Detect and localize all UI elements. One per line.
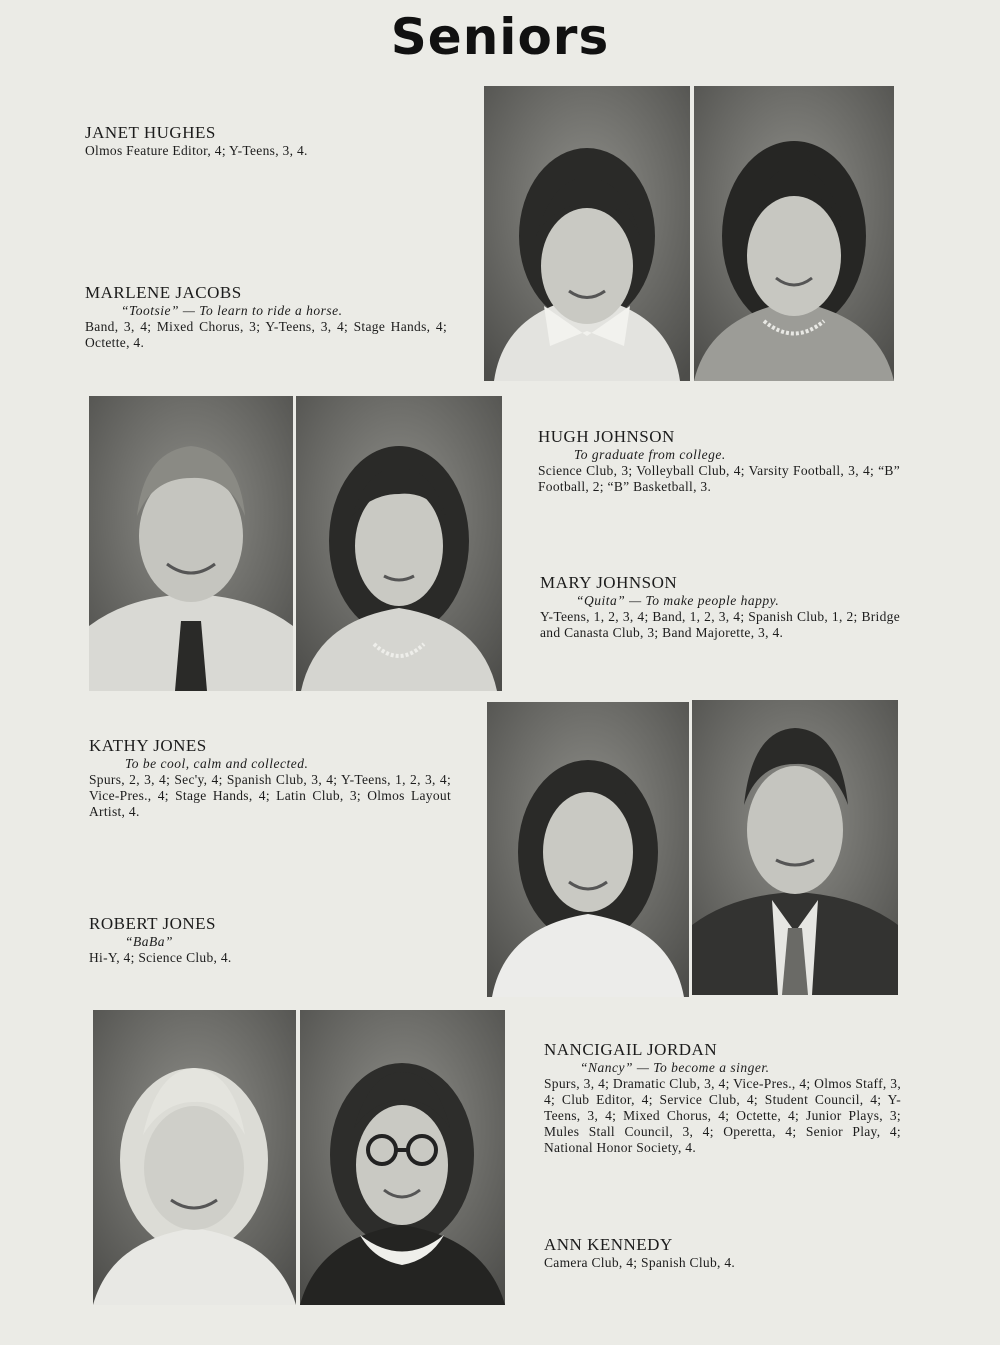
senior-activities: Science Club, 3; Volleyball Club, 4; Varsity Football, 3, 4; “B” Football, 2; “B” Basketball, 3.: [538, 463, 900, 494]
senior-activities: Band, 3, 4; Mixed Chorus, 3; Y-Teens, 3, 4; Stage Hands, 4; Octette, 4.: [85, 319, 447, 350]
senior-name: MARLENE JACOBS: [85, 283, 242, 302]
senior-quote: To be cool, calm and collected.: [125, 756, 309, 771]
senior-entry-nancigail-jordan: [544, 1040, 901, 1156]
portrait-photo-robert-jones: [692, 700, 898, 995]
senior-activities: Hi-Y, 4; Science Club, 4.: [89, 950, 232, 965]
portrait-photo-janet-hughes: [484, 86, 690, 381]
senior-quote: “Tootsie” — To learn to ride a horse.: [121, 303, 343, 318]
senior-name: HUGH JOHNSON: [538, 427, 675, 446]
portrait-photo-mary-johnson: [296, 396, 502, 691]
senior-quote: “Quita” — To make people happy.: [576, 593, 780, 608]
portrait-photo-nancigail-jordan: [93, 1010, 296, 1305]
senior-activities: Camera Club, 4; Spanish Club, 4.: [544, 1255, 736, 1270]
portrait-photo-kathy-jones: [487, 702, 689, 997]
senior-entry-ann-kennedy: [544, 1235, 924, 1271]
senior-name: NANCIGAIL JORDAN: [544, 1040, 718, 1059]
senior-name: MARY JOHNSON: [540, 573, 678, 592]
portrait-photo-hugh-johnson: [89, 396, 293, 691]
senior-entry-kathy-jones: [89, 736, 451, 820]
senior-entry-marlene-jacobs: [85, 283, 447, 351]
senior-activities: Olmos Feature Editor, 4; Y-Teens, 3, 4.: [85, 143, 308, 158]
senior-name: KATHY JONES: [89, 736, 207, 755]
page-title: Seniors: [390, 8, 610, 66]
senior-activities: Spurs, 3, 4; Dramatic Club, 3, 4; Vice-Pres., 4; Olmos Staff, 3, 4; Club Editor, 4; Service Club, 4; Student Council, 4; Y-Teens, 3, 4; Mixed Chorus, 4; Octette, 4; Junior Plays, 3; Mules Stall Council, 3, 4; Operetta, 4; Senior Play, 4; National Honor Society, 4.: [544, 1076, 901, 1155]
senior-name: ANN KENNEDY: [544, 1235, 673, 1254]
senior-quote: To graduate from college.: [574, 447, 726, 462]
portrait-photo-ann-kennedy: [300, 1010, 505, 1305]
portrait-photo-marlene-jacobs: [694, 86, 894, 381]
senior-activities: Y-Teens, 1, 2, 3, 4; Band, 1, 2, 3, 4; Spanish Club, 1, 2; Bridge and Canasta Club, 3; Band Majorette, 3, 4.: [540, 609, 900, 640]
senior-entry-janet-hughes: [85, 123, 465, 159]
senior-entry-mary-johnson: [540, 573, 900, 641]
senior-name: JANET HUGHES: [85, 123, 216, 142]
senior-name: ROBERT JONES: [89, 914, 216, 933]
senior-quote: “BaBa”: [125, 934, 174, 949]
senior-entry-hugh-johnson: [538, 427, 900, 495]
senior-activities: Spurs, 2, 3, 4; Sec'y, 4; Spanish Club, 3, 4; Y-Teens, 1, 2, 3, 4; Vice-Pres., 4; Stage Hands, 4; Latin Club, 3; Olmos Layout Artist, 4.: [89, 772, 451, 819]
senior-quote: “Nancy” — To become a singer.: [580, 1060, 770, 1075]
senior-entry-robert-jones: [89, 914, 469, 966]
